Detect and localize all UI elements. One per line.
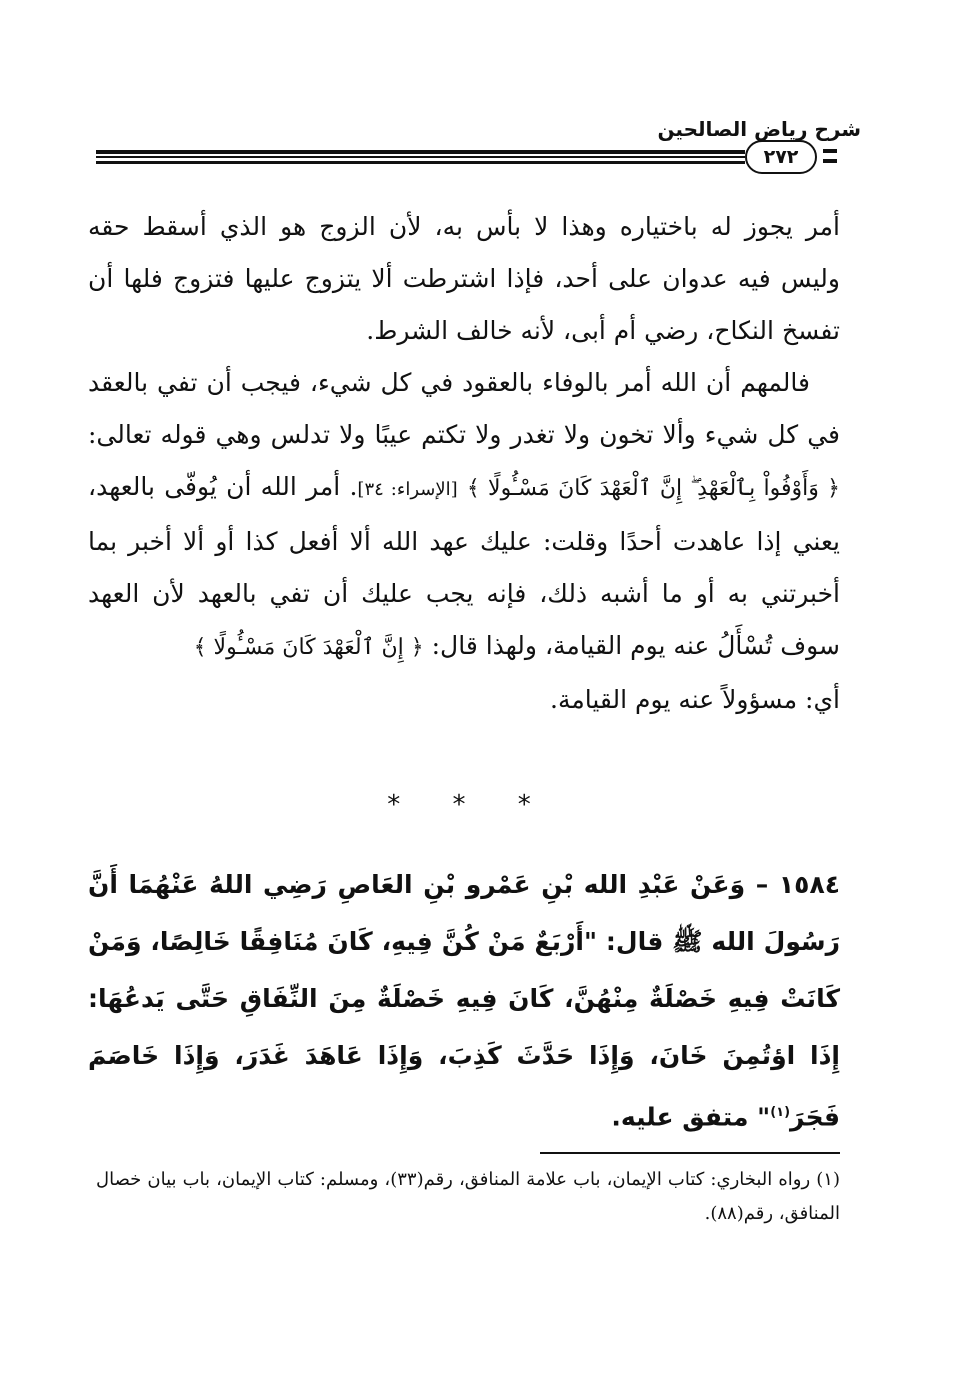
footnote-marker: (١): [770, 1105, 791, 1120]
page-number: ٢٧٢: [763, 146, 799, 168]
quran-verse-2: ﴿ إِنَّ ٱلْعَهْدَ كَانَ مَسْـُٔولًا ﴾: [193, 635, 424, 660]
paragraph-2-middle: . أمر الله أن يُوفّى بالعهد، يعني إذا عاهدت أحدًا وقلت: عليك عهد الله ألا أفعل كذا أو ألا أخبر بما أخبرتني به أو ما أشبه ذلك، فإنه يجب عليك أن تفي بالعهد لأن العهد سوف تُسْأَلُ عنه يوم القيامة، ولهذا قال:: [88, 472, 840, 660]
hadith-tail: " متفق عليه.: [611, 1102, 771, 1132]
paragraph-2-intro: فالمهم أن الله أمر بالوفاء بالعقود في كل شيء، فيجب أن تفي بالعقد في كل شيء وألا تخون ولا تغدر ولا تكتم عيبًا ولا تدلس وهي قوله تعالى:: [88, 368, 840, 449]
hadith-number: ١٥٨٤ –: [755, 870, 840, 899]
quran-verse-1: ﴿ وَأَوْفُواْ بِٱلْعَهْدِ ۖ إِنَّ ٱلْعَهْدَ كَانَ مَسْـُٔولًا ﴾: [466, 476, 840, 501]
hadith-body: وَعَنْ عَبْدِ الله بْنِ عَمْرو بْنِ العَاصِ رَضِي اللهُ عَنْهُمَا أَنَّ رَسُولَ الله ﷺ قال: "أَرْبَعٌ مَنْ كُنَّ فِيهِ، كَانَ مُنَافِقًا خَالِصًا، وَمَنْ كَانَتْ فِيهِ خَصْلَةٌ مِنْهُنَّ، كَانَ فِيهِ خَصْلَةٌ مِنَ النِّفَاقِ حَتَّى يَدعُهَا: إِذَا اؤتُمِنَ خَانَ، وَإِذَا حَدَّثَ كَذِبَ، وَإِذَا عَاهَدَ غَدَرَ، وَإِذَا خَاصَمَ فَجَرَ: [88, 870, 840, 1132]
book-title: شرح رياض الصالحين: [657, 117, 861, 141]
hadith-text: [88, 856, 840, 1145]
header-end-mark: [823, 149, 837, 163]
paragraph-2-end: أي: مسؤولاً عنه يوم القيامة.: [550, 685, 840, 714]
section-separator: * * *: [387, 790, 553, 820]
verse-reference: [الإسراء: ٣٤]: [357, 479, 458, 500]
header-rule: [96, 150, 745, 164]
footnote-rule: [540, 1152, 840, 1154]
paragraph-2: [88, 357, 840, 726]
footnote: (١) رواه البخاري: كتاب الإيمان، باب علامة المنافق، رقم(٣٣)، ومسلم: كتاب الإيمان، باب بيان خصال المنافق، رقم(٨٨).: [96, 1169, 840, 1224]
page-number-badge: [745, 140, 817, 174]
paragraph-1: أمر يجوز له باختياره وهذا لا بأس به، لأن الزوج هو الذي أسقط حقه وليس فيه عدوان على أحد، فإذا اشترطت ألا يتزوج عليها فتزوج فلها أن تفسخ النكاح، رضي أم أبى، لأنه خالف الشرط.: [88, 212, 840, 345]
